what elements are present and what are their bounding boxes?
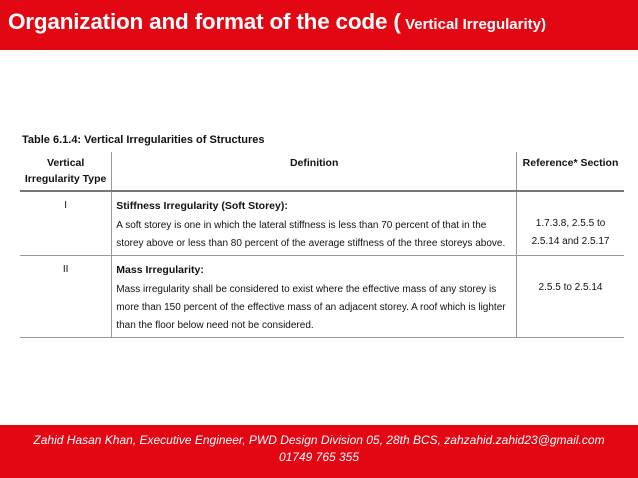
- header-type-line2: Irregularity Type: [24, 173, 107, 185]
- row-definition: A soft storey is one in which the lateral stiffness is less than 70 percent of that in the storey above or less than 80 percent of the average stiffness of the three storeys above.: [116, 220, 506, 249]
- table-caption: Table 6.1.4: Vertical Irregularities of Structures: [22, 134, 265, 146]
- row-definition: Mass irregularity shall be considered to exist where the effective mass of any storey is more than 150 percent of the effective mass of an adjacent storey. A roof which is lighter than the floor below need not be considered.: [116, 284, 506, 331]
- header-reference: Reference* Section: [517, 152, 624, 191]
- row-reference-cell: [517, 191, 624, 256]
- header-definition: Definition: [112, 152, 517, 191]
- row-irregularity-name: Stiffness Irregularity (Soft Storey):: [116, 200, 288, 212]
- header-type-line1: Vertical: [46, 157, 85, 169]
- row-type: II: [62, 264, 69, 275]
- slide-title: Organization and format of the code (: [8, 9, 401, 34]
- footer-author: Zahid Hasan Khan, Executive Engineer, PWD Design Division 05, 28th BCS, zahzahid.zahid23@gmail.com: [33, 433, 605, 447]
- table-row: [20, 191, 624, 256]
- table-row: [20, 256, 624, 338]
- row-definition-cell: [112, 256, 517, 338]
- row-type: I: [64, 200, 68, 211]
- slide-title-bar: [0, 0, 638, 50]
- row-reference: 1.7.3.8, 2.5.5 to 2.5.14 and 2.5.17: [531, 218, 610, 247]
- footer-phone: 01749 765 355: [278, 450, 360, 464]
- row-type-cell: [20, 191, 112, 256]
- row-irregularity-name: Mass Irregularity:: [116, 264, 204, 276]
- row-type-cell: [20, 256, 112, 338]
- row-reference: 2.5.5 to 2.5.14: [538, 282, 603, 293]
- irregularity-table: [20, 152, 624, 338]
- header-irregularity-type: [20, 152, 112, 191]
- slide-subtitle: Vertical Irregularity): [405, 16, 546, 33]
- row-definition-cell: [112, 191, 517, 256]
- row-reference-cell: [517, 256, 624, 338]
- table-header-row: [20, 152, 624, 191]
- slide-footer: [0, 425, 638, 478]
